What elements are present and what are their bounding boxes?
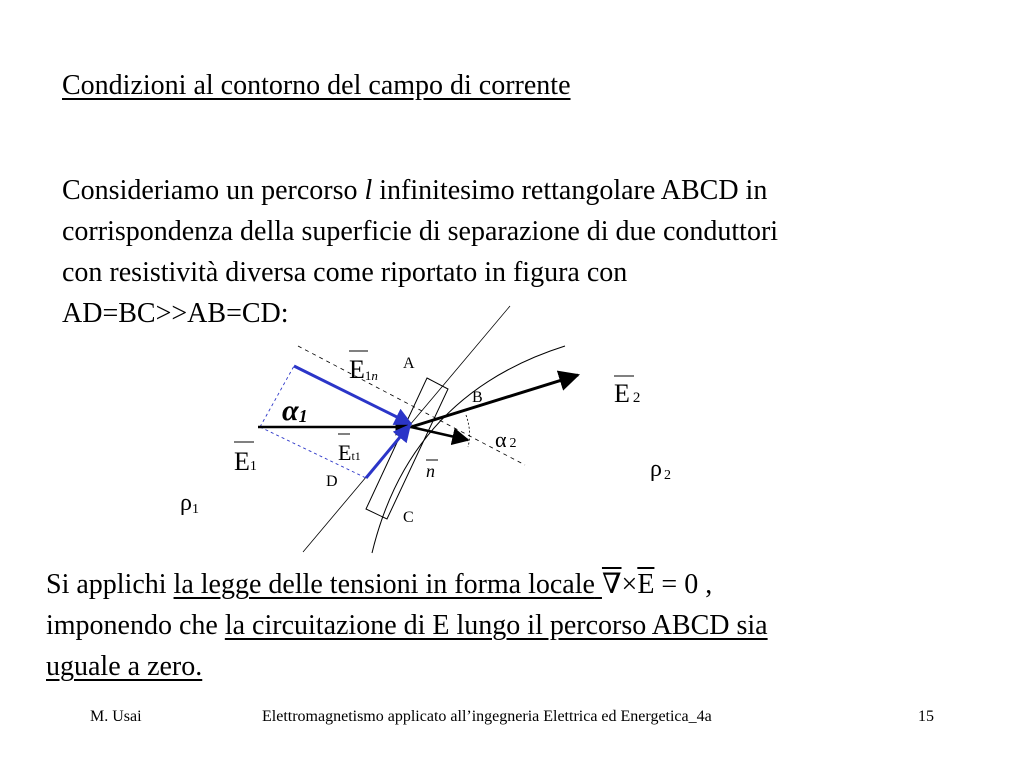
- Et1-vector: [366, 425, 410, 478]
- Et1-label: Et1: [338, 440, 361, 465]
- conclusion-text-1: Si applichi: [46, 569, 174, 600]
- label-C: C: [403, 509, 414, 526]
- conclusion-paragraph: [46, 564, 986, 687]
- E2-label: E 2: [614, 379, 641, 408]
- rho2-label: ρ 2: [650, 456, 671, 483]
- intro-line-2: corrispondenza della superficie di separazione di due conduttori: [62, 216, 779, 247]
- n-label: n: [426, 461, 435, 481]
- slide-title: Condizioni al contorno del campo di corrente: [62, 70, 571, 101]
- circulation-link-end: uguale a zero.: [46, 651, 203, 682]
- conclusion-comma: ,: [698, 569, 713, 600]
- conclusion-line-2: [46, 605, 986, 646]
- footer-course: Elettromagnetismo applicato all’ingegneria Elettrica ed Energetica_4a: [262, 708, 712, 725]
- E1-label: E1: [234, 447, 257, 476]
- abcd-rectangle: [366, 378, 448, 519]
- E1n-label: E1n: [349, 355, 378, 384]
- intro-line-3: con resistività diversa come riportato in figura con: [62, 257, 628, 288]
- path-variable-l: l: [364, 175, 373, 206]
- conclusion-text-2: imponendo che: [46, 610, 225, 641]
- label-D: D: [326, 473, 338, 490]
- alpha2-label: α 2: [495, 427, 517, 452]
- footer-author: M. Usai: [90, 708, 142, 725]
- curl-formula: ∇×E = 0: [601, 569, 699, 600]
- footer-page-number: 15: [918, 708, 934, 725]
- alpha2-arc: [466, 415, 470, 447]
- label-B: B: [472, 389, 483, 406]
- label-A: A: [403, 355, 415, 372]
- intro-text-2: infinitesimo rettangolare ABCD in: [372, 175, 768, 206]
- conclusion-line-3: [46, 646, 986, 687]
- rho1-label: ρ1: [180, 490, 199, 517]
- local-voltage-law-link: la legge delle tensioni in forma locale ∇×E = 0: [174, 569, 699, 600]
- intro-line-4: AD=BC>>AB=CD:: [62, 298, 289, 329]
- alpha1-label: α1: [282, 394, 308, 427]
- conclusion-line-1: [46, 564, 986, 605]
- circulation-link: la circuitazione di E lungo il percorso ABCD sia: [224, 610, 768, 641]
- n-vector: [411, 427, 468, 440]
- intro-text-1: Consideriamo un percorso: [62, 175, 365, 206]
- boundary-surface-curve: [372, 346, 565, 553]
